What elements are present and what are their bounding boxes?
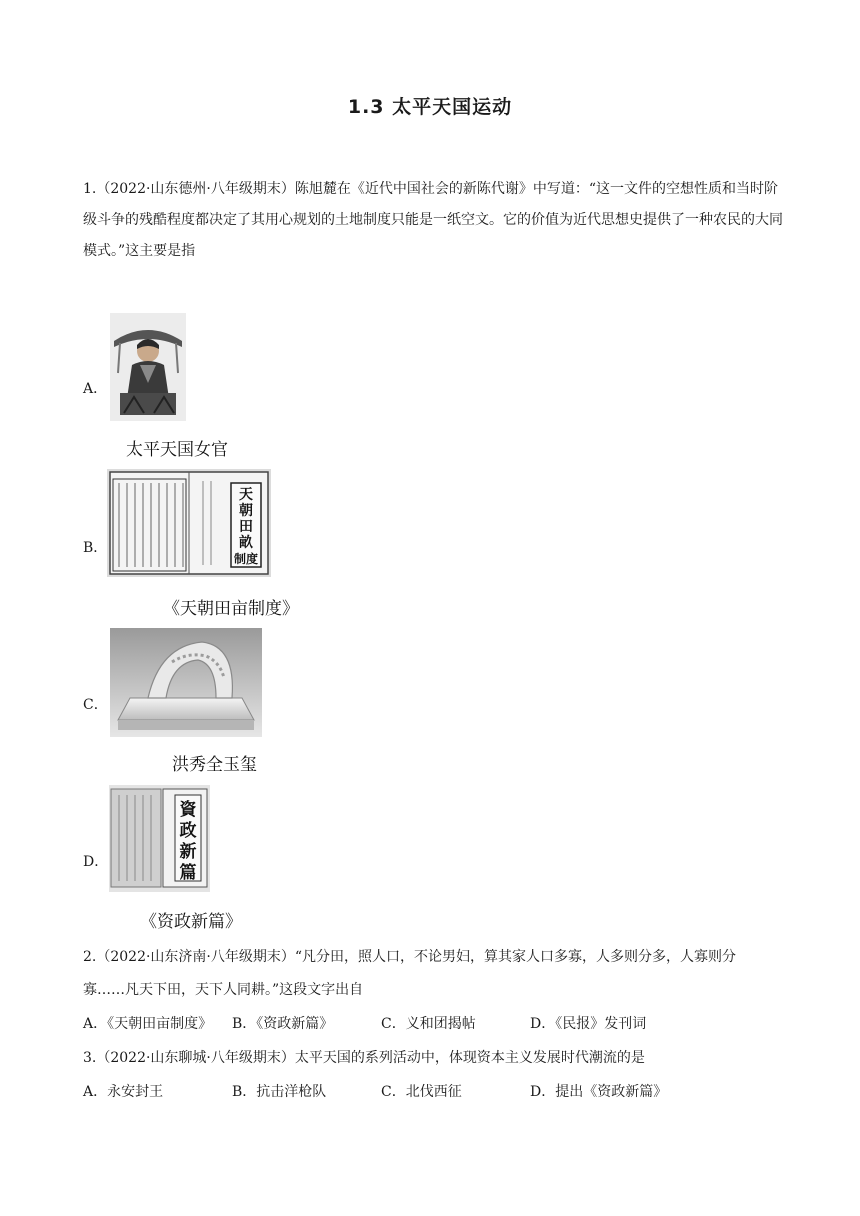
question-3-choice-b: B．抗击洋枪队: [232, 1084, 327, 1100]
svg-text:朝: 朝: [239, 503, 253, 519]
book-cover-image: [109, 785, 210, 892]
jade-seal-photo: [110, 628, 262, 737]
svg-text:篇: 篇: [179, 863, 197, 883]
svg-text:田: 田: [239, 519, 253, 535]
svg-text:新: 新: [179, 842, 197, 862]
option-a-label: A．: [83, 381, 108, 397]
question-1-stem: 1.（2022·山东德州·八年级期末）陈旭麓在《近代中国社会的新陈代谢》中写道：“这一文件的空想性质和当时阶级斗争的残酷程度都决定了其用心规划的土地制度只能是一纸空文。它的价值为近代思想史提供了一种农民的大同模式。”这主要是指: [83, 181, 783, 259]
option-a-caption: 太平天国女官: [126, 440, 228, 460]
svg-text:制度: 制度: [233, 552, 259, 566]
page-title: 1.3 太平天国运动: [347, 96, 513, 118]
document-scan-image: [107, 469, 271, 577]
question-2-line-1: 2.（2022·山东济南·八年级期末）“凡分田，照人口，不论男妇，算其家人口多寡，人多则分多，人寡则分: [83, 949, 737, 965]
option-c-label: C．: [83, 697, 108, 713]
question-2-choice-d: D．《民报》发刊词: [530, 1016, 647, 1032]
svg-text:資: 資: [179, 800, 197, 820]
svg-text:畝: 畝: [239, 535, 253, 551]
question-3-line-1: 3.（2022·山东聊城·八年级期末）太平天国的系列活动中，体现资本主义发展时代潮流的是: [83, 1050, 645, 1066]
option-d-label: D．: [83, 854, 109, 870]
option-c-caption: 洪秀全玉玺: [172, 755, 257, 775]
question-3-choice-a: A．永安封王: [83, 1084, 164, 1100]
question-3-choice-c: C．北伐西征: [381, 1084, 462, 1100]
svg-text:天: 天: [239, 487, 253, 503]
question-2-choice-b: B．《资政新篇》: [232, 1016, 334, 1032]
svg-text:政: 政: [179, 821, 197, 841]
question-2-line-2: 寡……凡天下田，天下人同耕。”这段文字出自: [83, 982, 364, 998]
question-2-choice-a: A．《天朝田亩制度》: [83, 1016, 213, 1032]
option-b-caption: 《天朝田亩制度》: [163, 599, 299, 619]
woman-official-photo: [110, 313, 186, 421]
question-3-choice-d: D．提出《资政新篇》: [530, 1084, 668, 1100]
question-2-choice-c: C．义和团揭帖: [381, 1016, 476, 1032]
option-b-label: B．: [83, 540, 108, 556]
option-d-caption: 《资政新篇》: [140, 912, 242, 932]
